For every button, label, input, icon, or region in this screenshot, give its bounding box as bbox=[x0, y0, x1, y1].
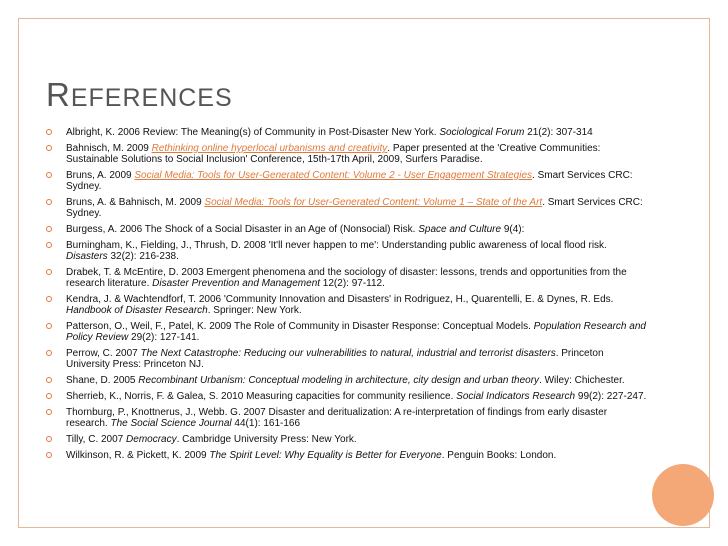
reference-source: The Social Science Journal bbox=[110, 418, 232, 429]
bullet-circle-icon bbox=[46, 199, 52, 205]
reference-source: Space and Culture bbox=[418, 224, 502, 235]
reference-text: Tilly, C. 2007 bbox=[66, 434, 127, 445]
reference-details: 29(2): 127-141. bbox=[128, 332, 200, 343]
reference-details: . Springer: New York. bbox=[207, 305, 302, 316]
reference-text: Drabek, T. & McEntire, D. 2003 Emergent phenomena and the sociology of disaster: lessons, trends and opportunities from the research literature. bbox=[66, 267, 627, 289]
bullet-circle-icon bbox=[46, 377, 52, 383]
reference-source: Sociological Forum bbox=[439, 127, 525, 138]
reference-item bbox=[46, 267, 650, 289]
reference-text: Thornburg, P., Knottnerus, J., Webb. G. 2007 Disaster and deritualization: A re-interpretation of findings from early disaster research. bbox=[66, 407, 608, 429]
reference-details: . Wiley: Chichester. bbox=[539, 375, 625, 386]
reference-details: 21(2): 307-314 bbox=[524, 127, 593, 138]
bullet-circle-icon bbox=[46, 296, 52, 302]
reference-item bbox=[46, 375, 650, 386]
reference-item bbox=[46, 450, 650, 461]
reference-source: Population Research and Policy Review bbox=[66, 321, 646, 343]
bullet-circle-icon bbox=[46, 350, 52, 356]
reference-source: Disaster Prevention and Management bbox=[152, 278, 321, 289]
reference-item bbox=[46, 294, 650, 316]
reference-item bbox=[46, 224, 650, 235]
reference-item bbox=[46, 143, 650, 165]
bullet-circle-icon bbox=[46, 172, 52, 178]
title-initial: R bbox=[46, 76, 71, 113]
bullet-circle-icon bbox=[46, 145, 52, 151]
reference-item bbox=[46, 197, 650, 219]
decorative-circle bbox=[652, 464, 714, 526]
bullet-circle-icon bbox=[46, 242, 52, 248]
reference-text: Burgess, A. 2006 The Shock of a Social Disaster in an Age of (Nonsocial) Risk. bbox=[66, 224, 419, 235]
reference-text: Patterson, O., Weil, F., Patel, K. 2009 The Role of Community in Disaster Response: Conceptual Models. bbox=[66, 321, 534, 332]
bullet-circle-icon bbox=[46, 393, 52, 399]
reference-item bbox=[46, 321, 650, 343]
bullet-circle-icon bbox=[46, 409, 52, 415]
reference-item bbox=[46, 170, 650, 192]
reference-item bbox=[46, 407, 650, 429]
reference-item bbox=[46, 240, 650, 262]
reference-text: Burningham, K., Fielding, J., Thrush, D. 2008 'It'll never happen to me': Understanding public awareness of local flood risk. bbox=[66, 240, 607, 251]
reference-text: Bahnisch, M. 2009 bbox=[66, 143, 152, 154]
reference-source: Handbook of Disaster Research bbox=[66, 305, 208, 316]
bullet-circle-icon bbox=[46, 452, 52, 458]
reference-details: 32(2): 216-238. bbox=[107, 251, 179, 262]
reference-source: Disasters bbox=[66, 251, 108, 262]
reference-source: The Next Catastrophe: Reducing our vulnerabilities to natural, industrial and terrorist disasters bbox=[140, 348, 556, 359]
reference-item bbox=[46, 348, 650, 370]
bullet-circle-icon bbox=[46, 436, 52, 442]
reference-link[interactable]: Social Media: Tools for User-Generated Content: Volume 1 – State of the Art bbox=[204, 197, 543, 208]
reference-source: Democracy bbox=[126, 434, 177, 445]
reference-source: The Spirit Level: Why Equality is Better for Everyone bbox=[209, 450, 442, 461]
reference-text: Sherrieb, K., Norris, F. & Galea, S. 2010 Measuring capacities for community resilience. bbox=[66, 391, 457, 402]
reference-text: Shane, D. 2005 bbox=[66, 375, 139, 386]
reference-details: . Smart Services CRC: Sydney. bbox=[66, 197, 643, 219]
reference-item bbox=[46, 434, 650, 445]
page-title bbox=[46, 78, 233, 111]
reference-item bbox=[46, 127, 650, 138]
bullet-circle-icon bbox=[46, 323, 52, 329]
bullet-circle-icon bbox=[46, 269, 52, 275]
reference-details: . Smart Services CRC: Sydney. bbox=[66, 170, 633, 192]
reference-source: Recombinant Urbanism: Conceptual modeling in architecture, city design and urban theory bbox=[138, 375, 540, 386]
reference-details: . Cambridge University Press: New York. bbox=[176, 434, 357, 445]
reference-link[interactable]: Rethinking online hyperlocal urbanisms and creativity bbox=[151, 143, 388, 154]
reference-details: 99(2): 227-247. bbox=[575, 391, 647, 402]
reference-text: Bruns, A. 2009 bbox=[66, 170, 135, 181]
reference-text: Albright, K. 2006 Review: The Meaning(s) of Community in Post-Disaster New York. bbox=[66, 127, 440, 138]
reference-text: Wilkinson, R. & Pickett, K. 2009 bbox=[66, 450, 210, 461]
reference-text: Kendra, J. & Wachtendforf, T. 2006 'Community Innovation and Disasters' in Rodriguez, H., Quarentelli, E. & Dynes, R. Eds. bbox=[66, 294, 614, 305]
reference-details: . Penguin Books: London. bbox=[441, 450, 557, 461]
reference-list bbox=[46, 127, 650, 466]
reference-details: 44(1): 161-166 bbox=[231, 418, 301, 429]
reference-item bbox=[46, 391, 650, 402]
reference-details: 12(2): 97-112. bbox=[320, 278, 385, 289]
bullet-circle-icon bbox=[46, 129, 52, 135]
reference-details: . Princeton University Press: Princeton NJ. bbox=[66, 348, 604, 370]
reference-text: Bruns, A. & Bahnisch, M. 2009 bbox=[66, 197, 205, 208]
reference-details: . Paper presented at the 'Creative Communities: Sustainable Solutions to Social Inclusion' Conference, 15th-17th April, 2009, Surfers Paradise. bbox=[66, 143, 601, 165]
reference-text: Perrow, C. 2007 bbox=[66, 348, 141, 359]
reference-link[interactable]: Social Media: Tools for User-Generated Content: Volume 2 - User Engagement Strategies bbox=[134, 170, 533, 181]
reference-details: 9(4): bbox=[501, 224, 525, 235]
bullet-circle-icon bbox=[46, 226, 52, 232]
reference-source: Social Indicators Research bbox=[456, 391, 576, 402]
title-rest: EFERENCES bbox=[70, 84, 233, 112]
